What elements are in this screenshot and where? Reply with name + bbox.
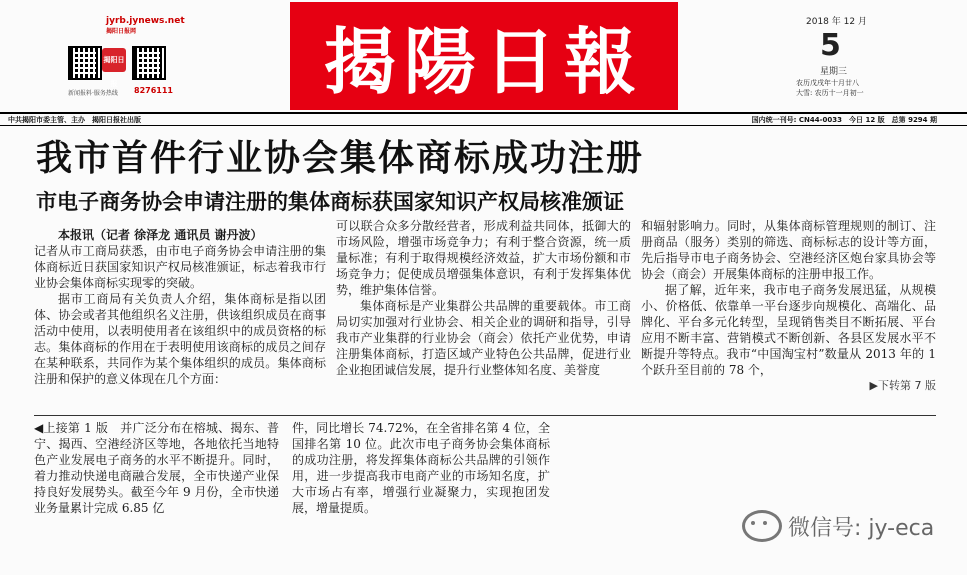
paragraph: 记者从市工商局获悉，由市电子商务协会申请注册的集体商标近日获国家知识产权局核准颁证，标志着我市行业协会集体商标实现零的突破。: [34, 244, 326, 290]
article-column-3: [641, 218, 936, 394]
publication-info-bar: [0, 112, 967, 126]
continued-column-2: [292, 420, 550, 516]
lunar-date: 农历戊戌年十月廿八: [796, 79, 859, 87]
paragraph: 据市工商局有关负责人介绍，集体商标是指以团体、协会或者其他组织名义注册，供该组织成员在商事活动中使用，以表明使用者在该组织中的成员资格的标志。集体商标的作用在于表明使用该商标的成员之间存在某种联系，共同作为某个集体组织的成员。集体商标注册和保护的意义体现在几个方面：: [34, 292, 326, 386]
wechat-icon: [742, 510, 782, 542]
solar-term: 大雪: 农历十一月初一: [796, 89, 864, 97]
subheadline: 市电子商务协会申请注册的集体商标获国家知识产权局核准颁证: [36, 189, 624, 214]
article-column-2: [336, 218, 631, 378]
headline: 我市首件行业协会集体商标成功注册: [36, 137, 645, 179]
hotline-label: 新闻报料·服务热线: [68, 90, 118, 97]
wechat-watermark: [742, 510, 934, 542]
paragraph: 据了解，近年来，我市电子商务发展迅猛，从规模小、价格低、依靠单一平台逐步向规模化、高端化、品牌化、平台多元化转型，呈现销售类目不断拓展、平台应用不断丰富、营销模式不断创新、各县区发展水平不断提升等特点。我市“中国淘宝村”数量从 2013 年的 1 个跃升至目前的 78 个，: [641, 283, 936, 377]
paragraph: 可以联合众多分散经营者，形成利益共同体，抵御大的市场风险，增强市场竞争力；有利于整合资源，统一质量标准；有利于取得规模经济效益，扩大市场份额和市场竞争力；促使成员增强集体意识，有利于发挥集体优势，维护集体信誉。: [336, 219, 631, 297]
site-url[interactable]: jyrb.jynews.net: [106, 16, 185, 26]
continued-link[interactable]: ▶下转第 7 版: [869, 379, 936, 392]
logo-text: 揭陽日報: [323, 19, 644, 104]
hotline-number: 8276111: [134, 86, 173, 95]
qr-code-icon: [132, 46, 166, 80]
watermark-text: 微信号: jy-eca: [788, 515, 935, 541]
app-tile: 揭阳日报: [102, 48, 126, 72]
publisher-info: 中共揭阳市委主管、主办 揭阳日报社出版: [8, 116, 141, 124]
article-column-1: [34, 227, 326, 387]
newspaper-logo: [290, 2, 678, 110]
site-name: 揭阳日报网: [106, 28, 137, 35]
weekday: 星期三: [820, 67, 848, 77]
paragraph: 和辐射影响力。同时，从集体商标管理规则的制订、注册商品（服务）类别的筛选、商标标志的设计等方面，先后指导市电子商务协会、空港经济区炮台家具协会等协会（商会）开展集体商标的注册申报工作。: [641, 219, 936, 281]
year-month: 2018 年 12 月: [806, 17, 867, 27]
byline: 本报讯（记者 徐泽龙 通讯员 谢丹波）: [58, 228, 263, 242]
masthead-left: [66, 14, 216, 104]
paragraph: 集体商标是产业集群公共品牌的重要载体。市工商局切实加强对行业协会、相关企业的调研和指导，引导我市产业集群的行业协会（商会）依托产业优势，申请注册集体商标，打造区域产业特色公共品牌，促进行业企业抱团诚信发展，提升行业整体知名度、美誉度: [336, 299, 631, 377]
section-divider: [34, 415, 936, 416]
qr-code-icon: [68, 46, 102, 80]
paragraph: 件，同比增长 74.72%，在全省排名第 4 位，全国排名第 10 位。此次市电子商务协会集体商标的成功注册，将发挥集体商标公共品牌的引领作用，进一步提高我市电商产业的市场知名度，扩大市场占有率，增强行业凝聚力，实现抱团发展，增量提质。: [292, 421, 550, 515]
continued-column-1: [34, 420, 279, 516]
paragraph: ◀上接第 1 版 并广泛分布在榕城、揭东、普宁、揭西、空港经济区等地，各地依托当地特色产业发展电子商务的水平不断提升。同时，着力推动快递电商融合发展，全市快递产业保持良好发展势头。截至今年 9 月份，全市快递业务量累计完成 6.85 亿: [34, 421, 279, 515]
issue-info: 国内统一刊号: CN44-0033 今日 12 版 总第 9294 期: [751, 116, 937, 124]
day-number: 5: [820, 28, 841, 63]
